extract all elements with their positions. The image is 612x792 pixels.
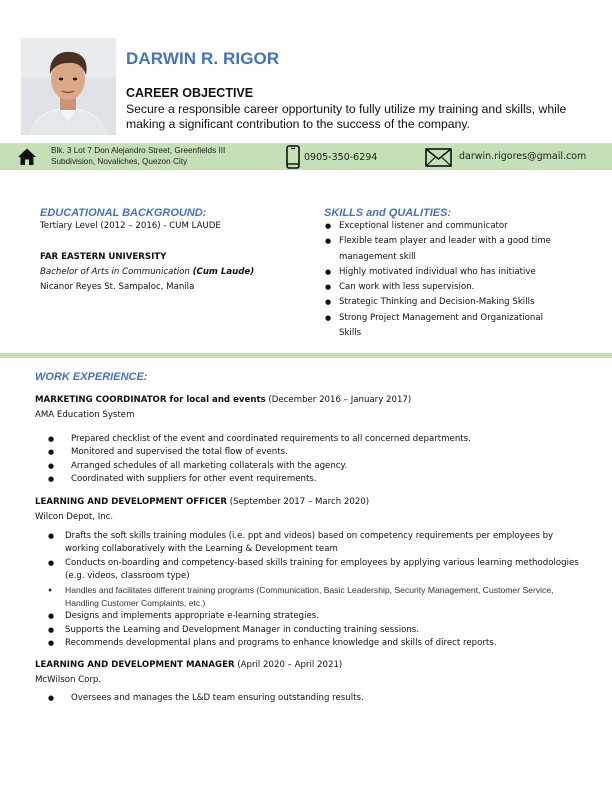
duty-item: ● Handles and facilitates different training programs (Communication, Basic Leadership, Security Management, Customer Service, Handling Customer Complaints, etc.) <box>35 584 580 611</box>
job-2 <box>35 495 585 526</box>
address-line-1: Blk. 3 Lot 7 Don Alejandro Street, Greenfields III <box>51 146 226 155</box>
duty-item: ● Drafts the soft skills training modules (i.e. ppt and videos) based on competency requirements per employees by working collaboratively with the Learning & Development team <box>35 530 580 557</box>
duty-item: ● Designs and implements appropriate e-learning strategies. <box>35 610 580 623</box>
portrait-illustration <box>21 38 116 135</box>
section-divider <box>0 353 612 358</box>
job-dates: (September 2017 – March 2020) <box>229 497 370 507</box>
job-dates: (April 2020 – April 2021) <box>237 660 343 670</box>
skill-item: ● Exceptional listener and communicator <box>324 219 564 234</box>
duty-item: ● Conducts on-boarding and competency-based skills training for employees by applying various learning methodologies (e.g. videos, classroom type) <box>35 557 580 584</box>
job-position: MARKETING COORDINATOR for local and events <box>35 395 266 405</box>
job-company: McWilson Corp. <box>35 675 102 686</box>
education-heading: EDUCATIONAL BACKGROUND: <box>40 207 207 219</box>
job-1 <box>35 393 585 424</box>
degree-honor: (Cum Laude) <box>192 266 255 277</box>
envelope-icon <box>425 148 452 171</box>
duty-item: ● Oversees and manages the L&D team ensuring outstanding results. <box>35 692 585 705</box>
skill-item: ● Highly motivated individual who has initiative <box>324 265 564 280</box>
job-company: Wilcon Depot, Inc. <box>35 512 114 523</box>
duty-item: ● Arranged schedules of all marketing collaterals with the agency. <box>35 460 585 473</box>
skill-item: ● Flexible team player and leader with a good time management skill <box>324 234 564 265</box>
job-title-line <box>35 658 585 673</box>
skill-item: ● Strategic Thinking and Decision-Making Skills <box>324 295 564 310</box>
skill-item: ● Strong Project Management and Organizational Skills <box>324 311 564 342</box>
duty-item: ● Monitored and supervised the total flow of events. <box>35 446 585 459</box>
job-position: LEARNING AND DEVELOPMENT MANAGER <box>35 660 235 670</box>
education-section <box>40 219 300 295</box>
objective-text: Secure a responsible career opportunity to fully utilize my training and skills, while making a significant contribution to the success of the company. <box>126 102 567 131</box>
school-name: FAR EASTERN UNIVERSITY <box>40 251 167 262</box>
duty-item: ● Prepared checklist of the event and coordinated requirements to all concerned departments. <box>35 433 585 446</box>
email-link[interactable]: darwin.rigores@gmail.com <box>459 151 587 162</box>
candidate-name: DARWIN R. RIGOR <box>126 49 280 68</box>
phone-number[interactable]: 0905-350-6294 <box>304 152 378 163</box>
skill-item: ● Can work with less supervision. <box>324 280 564 295</box>
duty-item: ● Coordinated with suppliers for other event requirements. <box>35 473 585 486</box>
skills-heading: SKILLS and QUALITIES: <box>324 207 452 219</box>
job-title-line <box>35 393 585 408</box>
objective-heading: CAREER OBJECTIVE <box>126 86 254 100</box>
job-3-duties <box>35 692 585 705</box>
address <box>51 146 225 167</box>
degree <box>40 265 300 280</box>
job-1-duties <box>35 433 585 487</box>
job-3 <box>35 658 585 689</box>
school-address: Nicanor Reyes St. Sampaloc, Manila <box>40 282 195 293</box>
job-dates: (December 2016 – January 2017) <box>268 395 412 405</box>
job-title-line <box>35 495 585 510</box>
phone-icon <box>286 145 300 173</box>
job-position: LEARNING AND DEVELOPMENT OFFICER <box>35 497 228 507</box>
duty-item: ● Supports the Learning and Development Manager in conducting training sessions. <box>35 624 580 637</box>
skills-list <box>324 219 564 341</box>
degree-name: Bachelor of Arts in Communication <box>40 266 190 277</box>
job-2-duties <box>35 530 580 651</box>
job-company: AMA Education System <box>35 410 135 421</box>
work-heading: WORK EXPERIENCE: <box>35 371 148 383</box>
address-line-2: Subdivision, Novaliches, Quezon City <box>51 156 188 166</box>
education-level: Tertiary Level (2012 – 2016) - CUM LAUDE <box>40 221 221 231</box>
home-icon <box>17 147 37 170</box>
profile-photo <box>21 38 116 135</box>
duty-item: ● Recommends developmental plans and programs to enhance knowledge and skills of direct reports. <box>35 637 580 650</box>
